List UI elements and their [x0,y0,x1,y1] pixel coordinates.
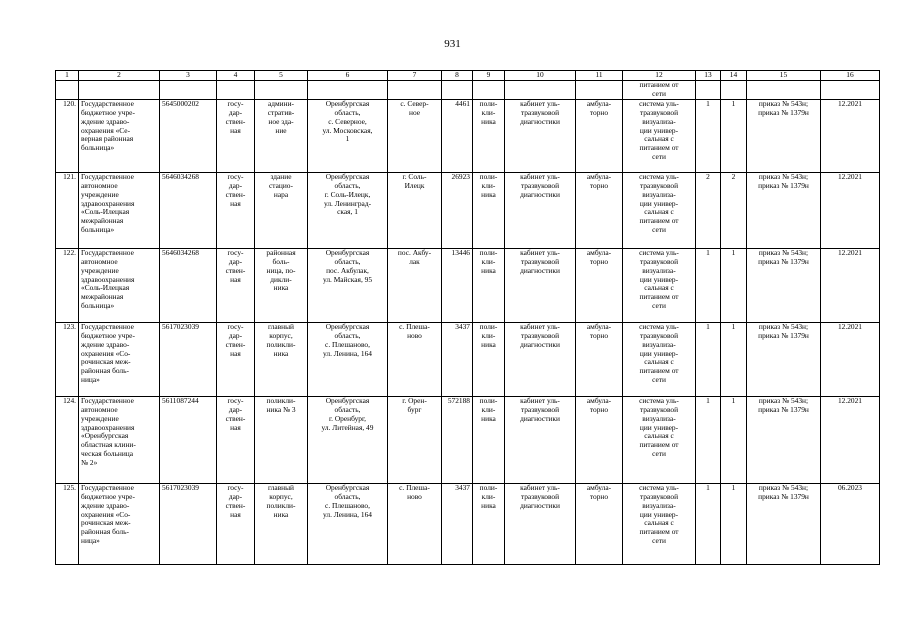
column-number: 1 [56,71,79,81]
registry-table [55,70,880,565]
date-cell: 12.2021 [821,248,880,322]
continuation-row [56,81,880,100]
quantity-cell: 1 [721,396,747,483]
table-row [56,99,880,172]
settlement-cell: с. Плеша- ново [388,322,442,396]
institution-cell: Государственное бюджетное учре- ждение здраво- охранения «Со- рочинская меж- районная боль- ница» [79,322,160,396]
quantity-cell: 1 [696,99,721,172]
inn-cell: 5646034268 [160,172,217,248]
address-cell: Оренбургская область, с. Северное, ул. Московская, 1 [308,99,388,172]
date-cell: 06.2023 [821,483,880,564]
building-cell: поликли- ника № 3 [255,396,308,483]
date-cell: 12.2021 [821,396,880,483]
care-mode-cell: амбула- торно [576,248,623,322]
address-cell: Оренбургская область, г. Соль-Илецк, ул. Ленинград- ская, 1 [308,172,388,248]
settlement-cell: с. Плеша- ново [388,483,442,564]
unit-type-cell: поли- кли- ника [473,99,505,172]
row-number-cell: 121. [56,172,79,248]
row-number-cell: 123. [56,322,79,396]
quantity-cell: 1 [696,396,721,483]
care-mode-cell: амбула- торно [576,322,623,396]
ownership-cell: госу- дар- ствен- ная [217,248,255,322]
table-row [56,396,880,483]
table-row [56,483,880,564]
orders-cell: приказ № 543н; приказ № 1379н [747,99,821,172]
column-number-row [56,71,880,81]
quantity-cell: 1 [721,248,747,322]
column-number: 5 [255,71,308,81]
address-cell: Оренбургская область, г. Оренбург, ул. Литейная, 49 [308,396,388,483]
column-number: 8 [442,71,473,81]
equipment-cell: система уль- тразвуковой визуализа- ции универ- сальная с питанием от сети [623,483,696,564]
quantity-cell: 1 [696,483,721,564]
equipment-cell: питанием от сети [623,81,696,100]
row-number-cell: 124. [56,396,79,483]
inn-cell: 5646034268 [160,248,217,322]
unit-type-cell: поли- кли- ника [473,322,505,396]
equipment-cell: система уль- тразвуковой визуализа- ции универ- сальная с питанием от сети [623,172,696,248]
equipment-cell: система уль- тразвуковой визуализа- ции универ- сальная с питанием от сети [623,248,696,322]
building-cell: районная боль- ница, по- дикли- ника [255,248,308,322]
column-number: 4 [217,71,255,81]
inn-cell: 5645000202 [160,99,217,172]
ownership-cell: госу- дар- ствен- ная [217,99,255,172]
inn-cell: 5611087244 [160,396,217,483]
institution-cell: Государственное автономное учреждение здравоохранения «Оренбургская областная клини- ческая больница № 2» [79,396,160,483]
room-cell: кабинет уль- тразвуковой диагностики [505,172,576,248]
row-number-cell: 125. [56,483,79,564]
settlement-cell: г. Соль- Илецк [388,172,442,248]
population-cell: 13446 [442,248,473,322]
quantity-cell: 2 [721,172,747,248]
column-number: 9 [473,71,505,81]
ownership-cell: госу- дар- ствен- ная [217,483,255,564]
equipment-cell: система уль- тразвуковой визуализа- ции универ- сальная с питанием от сети [623,396,696,483]
inn-cell: 5617023039 [160,483,217,564]
column-number: 11 [576,71,623,81]
population-cell: 572188 [442,396,473,483]
unit-type-cell: поли- кли- ника [473,396,505,483]
unit-type-cell: поли- кли- ника [473,172,505,248]
row-number-cell: 122. [56,248,79,322]
column-number: 2 [79,71,160,81]
room-cell: кабинет уль- тразвуковой диагностики [505,483,576,564]
orders-cell: приказ № 543н; приказ № 1379н [747,322,821,396]
column-number: 6 [308,71,388,81]
settlement-cell: пос. Акбу- лак [388,248,442,322]
quantity-cell: 1 [721,99,747,172]
care-mode-cell: амбула- торно [576,483,623,564]
ownership-cell: госу- дар- ствен- ная [217,172,255,248]
building-cell: админи- стратив- ное зда- ние [255,99,308,172]
date-cell: 12.2021 [821,322,880,396]
institution-cell: Государственное бюджетное учре- ждение здраво- охранения «Со- рочинская меж- районная боль- ница» [79,483,160,564]
institution-cell: Государственное автономное учреждение здравоохранения «Соль-Илецкая межрайонная больница» [79,172,160,248]
unit-type-cell: поли- кли- ника [473,483,505,564]
equipment-cell: система уль- тразвуковой визуализа- ции универ- сальная с питанием от сети [623,99,696,172]
care-mode-cell: амбула- торно [576,396,623,483]
address-cell: Оренбургская область, с. Плешаново, ул. Ленина, 164 [308,322,388,396]
column-number: 10 [505,71,576,81]
inn-cell: 5617023039 [160,322,217,396]
column-number: 3 [160,71,217,81]
table-row [56,172,880,248]
column-number: 7 [388,71,442,81]
ownership-cell: госу- дар- ствен- ная [217,322,255,396]
date-cell: 12.2021 [821,172,880,248]
population-cell: 3437 [442,483,473,564]
quantity-cell: 1 [721,483,747,564]
quantity-cell: 1 [721,322,747,396]
equipment-cell: система уль- тразвуковой визуализа- ции универ- сальная с питанием от сети [623,322,696,396]
ownership-cell: госу- дар- ствен- ная [217,396,255,483]
column-number: 16 [821,71,880,81]
room-cell: кабинет уль- тразвуковой диагностики [505,99,576,172]
orders-cell: приказ № 543н; приказ № 1379н [747,172,821,248]
population-cell: 26923 [442,172,473,248]
quantity-cell: 1 [696,322,721,396]
date-cell: 12.2021 [821,99,880,172]
settlement-cell: с. Север- ное [388,99,442,172]
column-number: 13 [696,71,721,81]
orders-cell: приказ № 543н; приказ № 1379н [747,248,821,322]
orders-cell: приказ № 543н; приказ № 1379н [747,396,821,483]
building-cell: здание стацио- нара [255,172,308,248]
orders-cell: приказ № 543н; приказ № 1379н [747,483,821,564]
column-number: 14 [721,71,747,81]
care-mode-cell: амбула- торно [576,99,623,172]
quantity-cell: 1 [696,248,721,322]
address-cell: Оренбургская область, с. Плешаново, ул. Ленина, 164 [308,483,388,564]
population-cell: 3437 [442,322,473,396]
page-number: 931 [444,38,461,50]
address-cell: Оренбургская область, пос. Акбулак, ул. Майская, 95 [308,248,388,322]
column-number: 12 [623,71,696,81]
care-mode-cell: амбула- торно [576,172,623,248]
building-cell: главный корпус, поликли- ника [255,322,308,396]
table-row [56,322,880,396]
row-number-cell: 120. [56,99,79,172]
population-cell: 4461 [442,99,473,172]
building-cell: главный корпус, поликли- ника [255,483,308,564]
quantity-cell: 2 [696,172,721,248]
table-row [56,248,880,322]
settlement-cell: г. Орен- бург [388,396,442,483]
institution-cell: Государственное автономное учреждение здравоохранения «Соль-Илецкая межрайонная больница» [79,248,160,322]
room-cell: кабинет уль- тразвуковой диагностики [505,396,576,483]
room-cell: кабинет уль- тразвуковой диагностики [505,248,576,322]
unit-type-cell: поли- кли- ника [473,248,505,322]
institution-cell: Государственное бюджетное учре- ждение здраво- охранения «Се- верная районная больница» [79,99,160,172]
column-number: 15 [747,71,821,81]
room-cell: кабинет уль- тразвуковой диагностики [505,322,576,396]
